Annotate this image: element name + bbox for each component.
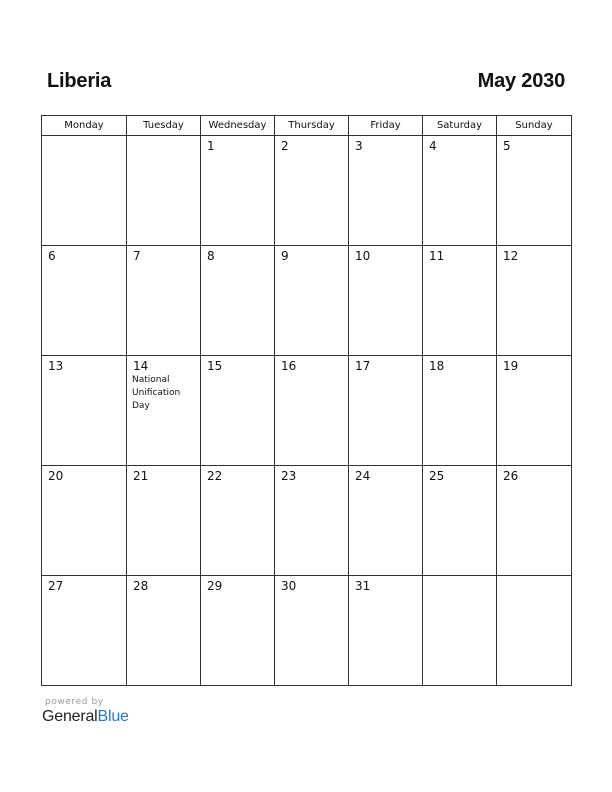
- day-cell: [42, 246, 127, 356]
- day-cell: [275, 466, 349, 576]
- day-number: 23: [281, 469, 297, 483]
- day-cell: [275, 576, 349, 686]
- day-cell: [42, 466, 127, 576]
- day-number: [497, 576, 571, 579]
- day-cell: [275, 246, 349, 356]
- day-number: 2: [281, 139, 289, 153]
- weekday-header: Wednesday: [201, 116, 275, 136]
- day-cell: [497, 356, 572, 466]
- day-number: 17: [355, 359, 371, 373]
- month-year-title: May 2030: [477, 70, 565, 92]
- weekday-header-row: [42, 116, 572, 136]
- day-cell: [349, 246, 423, 356]
- day-number: 5: [503, 139, 511, 153]
- day-number: 11: [429, 249, 445, 263]
- day-cell: [349, 466, 423, 576]
- day-number: [423, 576, 496, 579]
- powered-by-text: powered by: [45, 697, 104, 707]
- day-number: 7: [133, 249, 141, 263]
- day-cell: [127, 466, 201, 576]
- day-number: 15: [207, 359, 223, 373]
- day-number: 4: [429, 139, 437, 153]
- day-number: [127, 136, 200, 139]
- weekday-header: Sunday: [497, 116, 572, 136]
- weekday-header: Tuesday: [127, 116, 201, 136]
- day-cell: [201, 576, 275, 686]
- day-number: 28: [133, 579, 149, 593]
- week-row: [42, 246, 572, 356]
- day-cell: [275, 356, 349, 466]
- day-number: 25: [429, 469, 445, 483]
- day-cell: [423, 576, 497, 686]
- day-number: 10: [355, 249, 371, 263]
- day-number: 24: [355, 469, 371, 483]
- week-row: [42, 466, 572, 576]
- day-cell: [42, 136, 127, 246]
- day-number: 1: [207, 139, 215, 153]
- weekday-header: Saturday: [423, 116, 497, 136]
- day-number: 30: [281, 579, 297, 593]
- weekday-header: Thursday: [275, 116, 349, 136]
- day-cell: [201, 356, 275, 466]
- day-cell: [497, 576, 572, 686]
- day-number: 20: [48, 469, 64, 483]
- day-number: [42, 136, 126, 139]
- brand-logo[interactable]: [42, 708, 129, 726]
- brand-blue-text: Blue: [97, 708, 129, 725]
- day-cell: [423, 466, 497, 576]
- day-number: 13: [48, 359, 64, 373]
- day-cell: [127, 356, 201, 466]
- day-number: 26: [503, 469, 519, 483]
- day-cell: [423, 356, 497, 466]
- day-cell: [201, 136, 275, 246]
- country-title: Liberia: [47, 70, 112, 92]
- day-number: 27: [48, 579, 64, 593]
- day-number: 22: [207, 469, 223, 483]
- day-cell: [127, 136, 201, 246]
- day-number: 18: [429, 359, 445, 373]
- day-cell: [349, 136, 423, 246]
- day-cell: [349, 356, 423, 466]
- day-number: 21: [133, 469, 149, 483]
- holiday-label: National Unification Day: [132, 375, 181, 411]
- day-cell: [497, 466, 572, 576]
- day-cell: [497, 136, 572, 246]
- day-number: 14: [133, 359, 149, 373]
- day-cell: [423, 246, 497, 356]
- week-row: [42, 136, 572, 246]
- day-number: 3: [355, 139, 363, 153]
- day-cell: [201, 246, 275, 356]
- day-number: 31: [355, 579, 371, 593]
- day-cell: [497, 246, 572, 356]
- day-number: 6: [48, 249, 56, 263]
- week-row: [42, 356, 572, 466]
- weekday-header: Monday: [42, 116, 127, 136]
- weekday-header: Friday: [349, 116, 423, 136]
- day-cell: [42, 356, 127, 466]
- week-row: [42, 576, 572, 686]
- day-cell: [42, 576, 127, 686]
- day-cell: [349, 576, 423, 686]
- day-number: 8: [207, 249, 215, 263]
- day-number: 29: [207, 579, 223, 593]
- day-number: 16: [281, 359, 297, 373]
- brand-general-text: General: [42, 708, 98, 725]
- day-cell: [127, 246, 201, 356]
- day-number: 9: [281, 249, 289, 263]
- day-number: 12: [503, 249, 519, 263]
- day-cell: [127, 576, 201, 686]
- calendar-grid: [41, 115, 572, 686]
- day-number: 19: [503, 359, 519, 373]
- day-cell: [201, 466, 275, 576]
- day-cell: [275, 136, 349, 246]
- day-cell: [423, 136, 497, 246]
